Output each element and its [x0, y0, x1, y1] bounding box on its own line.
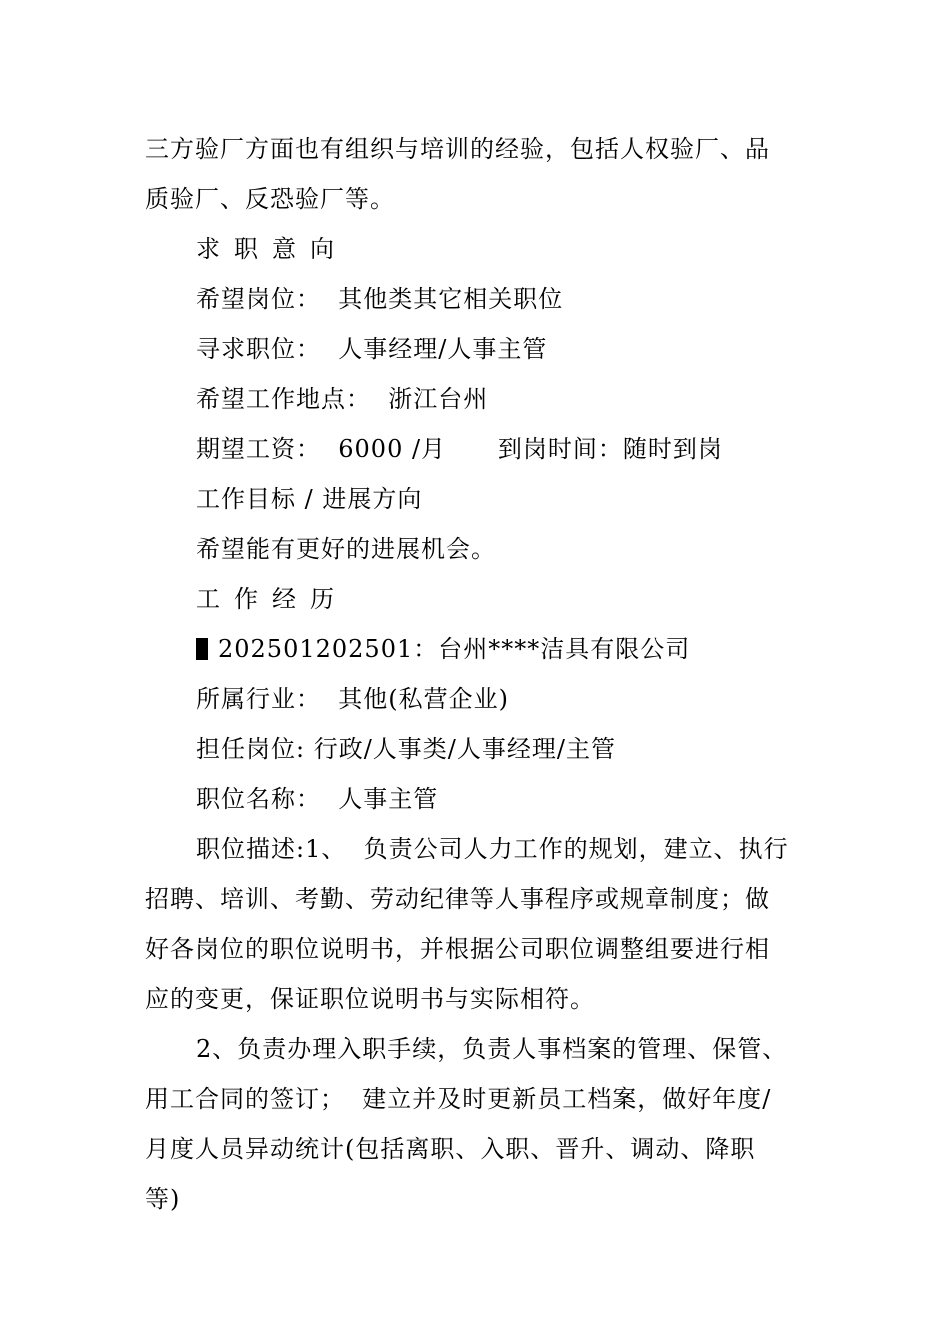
document-page: [145, 124, 810, 1224]
desired-location: 希望工作地点： 浙江台州: [196, 385, 489, 413]
section-title-work-experience: 工作经历: [196, 585, 348, 613]
industry: 所属行业： 其他(私营企业): [196, 685, 509, 713]
job-description-line: 等): [145, 1185, 181, 1213]
job-description-line: 招聘、培训、考勤、劳动纪律等人事程序或规章制度；做: [145, 885, 770, 913]
job-description-line: 职位描述:1、 负责公司人力工作的规划，建立、执行: [196, 835, 789, 863]
job-description-line: 好各岗位的职位说明书，并根据公司职位调整组要进行相: [145, 935, 770, 963]
job-description-line: 用工合同的签订； 建立并及时更新员工档案，做好年度/: [145, 1085, 772, 1113]
bullet-icon: [196, 638, 208, 660]
position-title: 职位名称： 人事主管: [196, 785, 439, 813]
expected-salary: 期望工资： 6000 /月 到岗时间：随时到岗: [196, 435, 723, 463]
experience-entry: [145, 624, 810, 674]
experience-entry-text: 202501202501：台州****洁具有限公司: [218, 635, 691, 663]
work-goal-heading: 工作目标 / 进展方向: [196, 485, 423, 513]
section-title-job-intent: 求职意向: [196, 235, 348, 263]
work-goal-text: 希望能有更好的进展机会。: [196, 535, 496, 563]
desired-position: 希望岗位： 其他类其它相关职位: [196, 285, 564, 313]
paragraph-line: 三方验厂方面也有组织与培训的经验，包括人权验厂、品: [145, 135, 770, 163]
paragraph-line: 质验厂、反恐验厂等。: [145, 185, 395, 213]
sought-position: 寻求职位： 人事经理/人事主管: [196, 335, 548, 363]
position-held: 担任岗位: 行政/人事类/人事经理/主管: [196, 735, 616, 763]
job-description-line: 月度人员异动统计(包括离职、入职、晋升、调动、降职: [145, 1135, 756, 1163]
job-description-line: 应的变更，保证职位说明书与实际相符。: [145, 985, 595, 1013]
job-description-line: 2、负责办理入职手续，负责人事档案的管理、保管、: [196, 1035, 788, 1063]
